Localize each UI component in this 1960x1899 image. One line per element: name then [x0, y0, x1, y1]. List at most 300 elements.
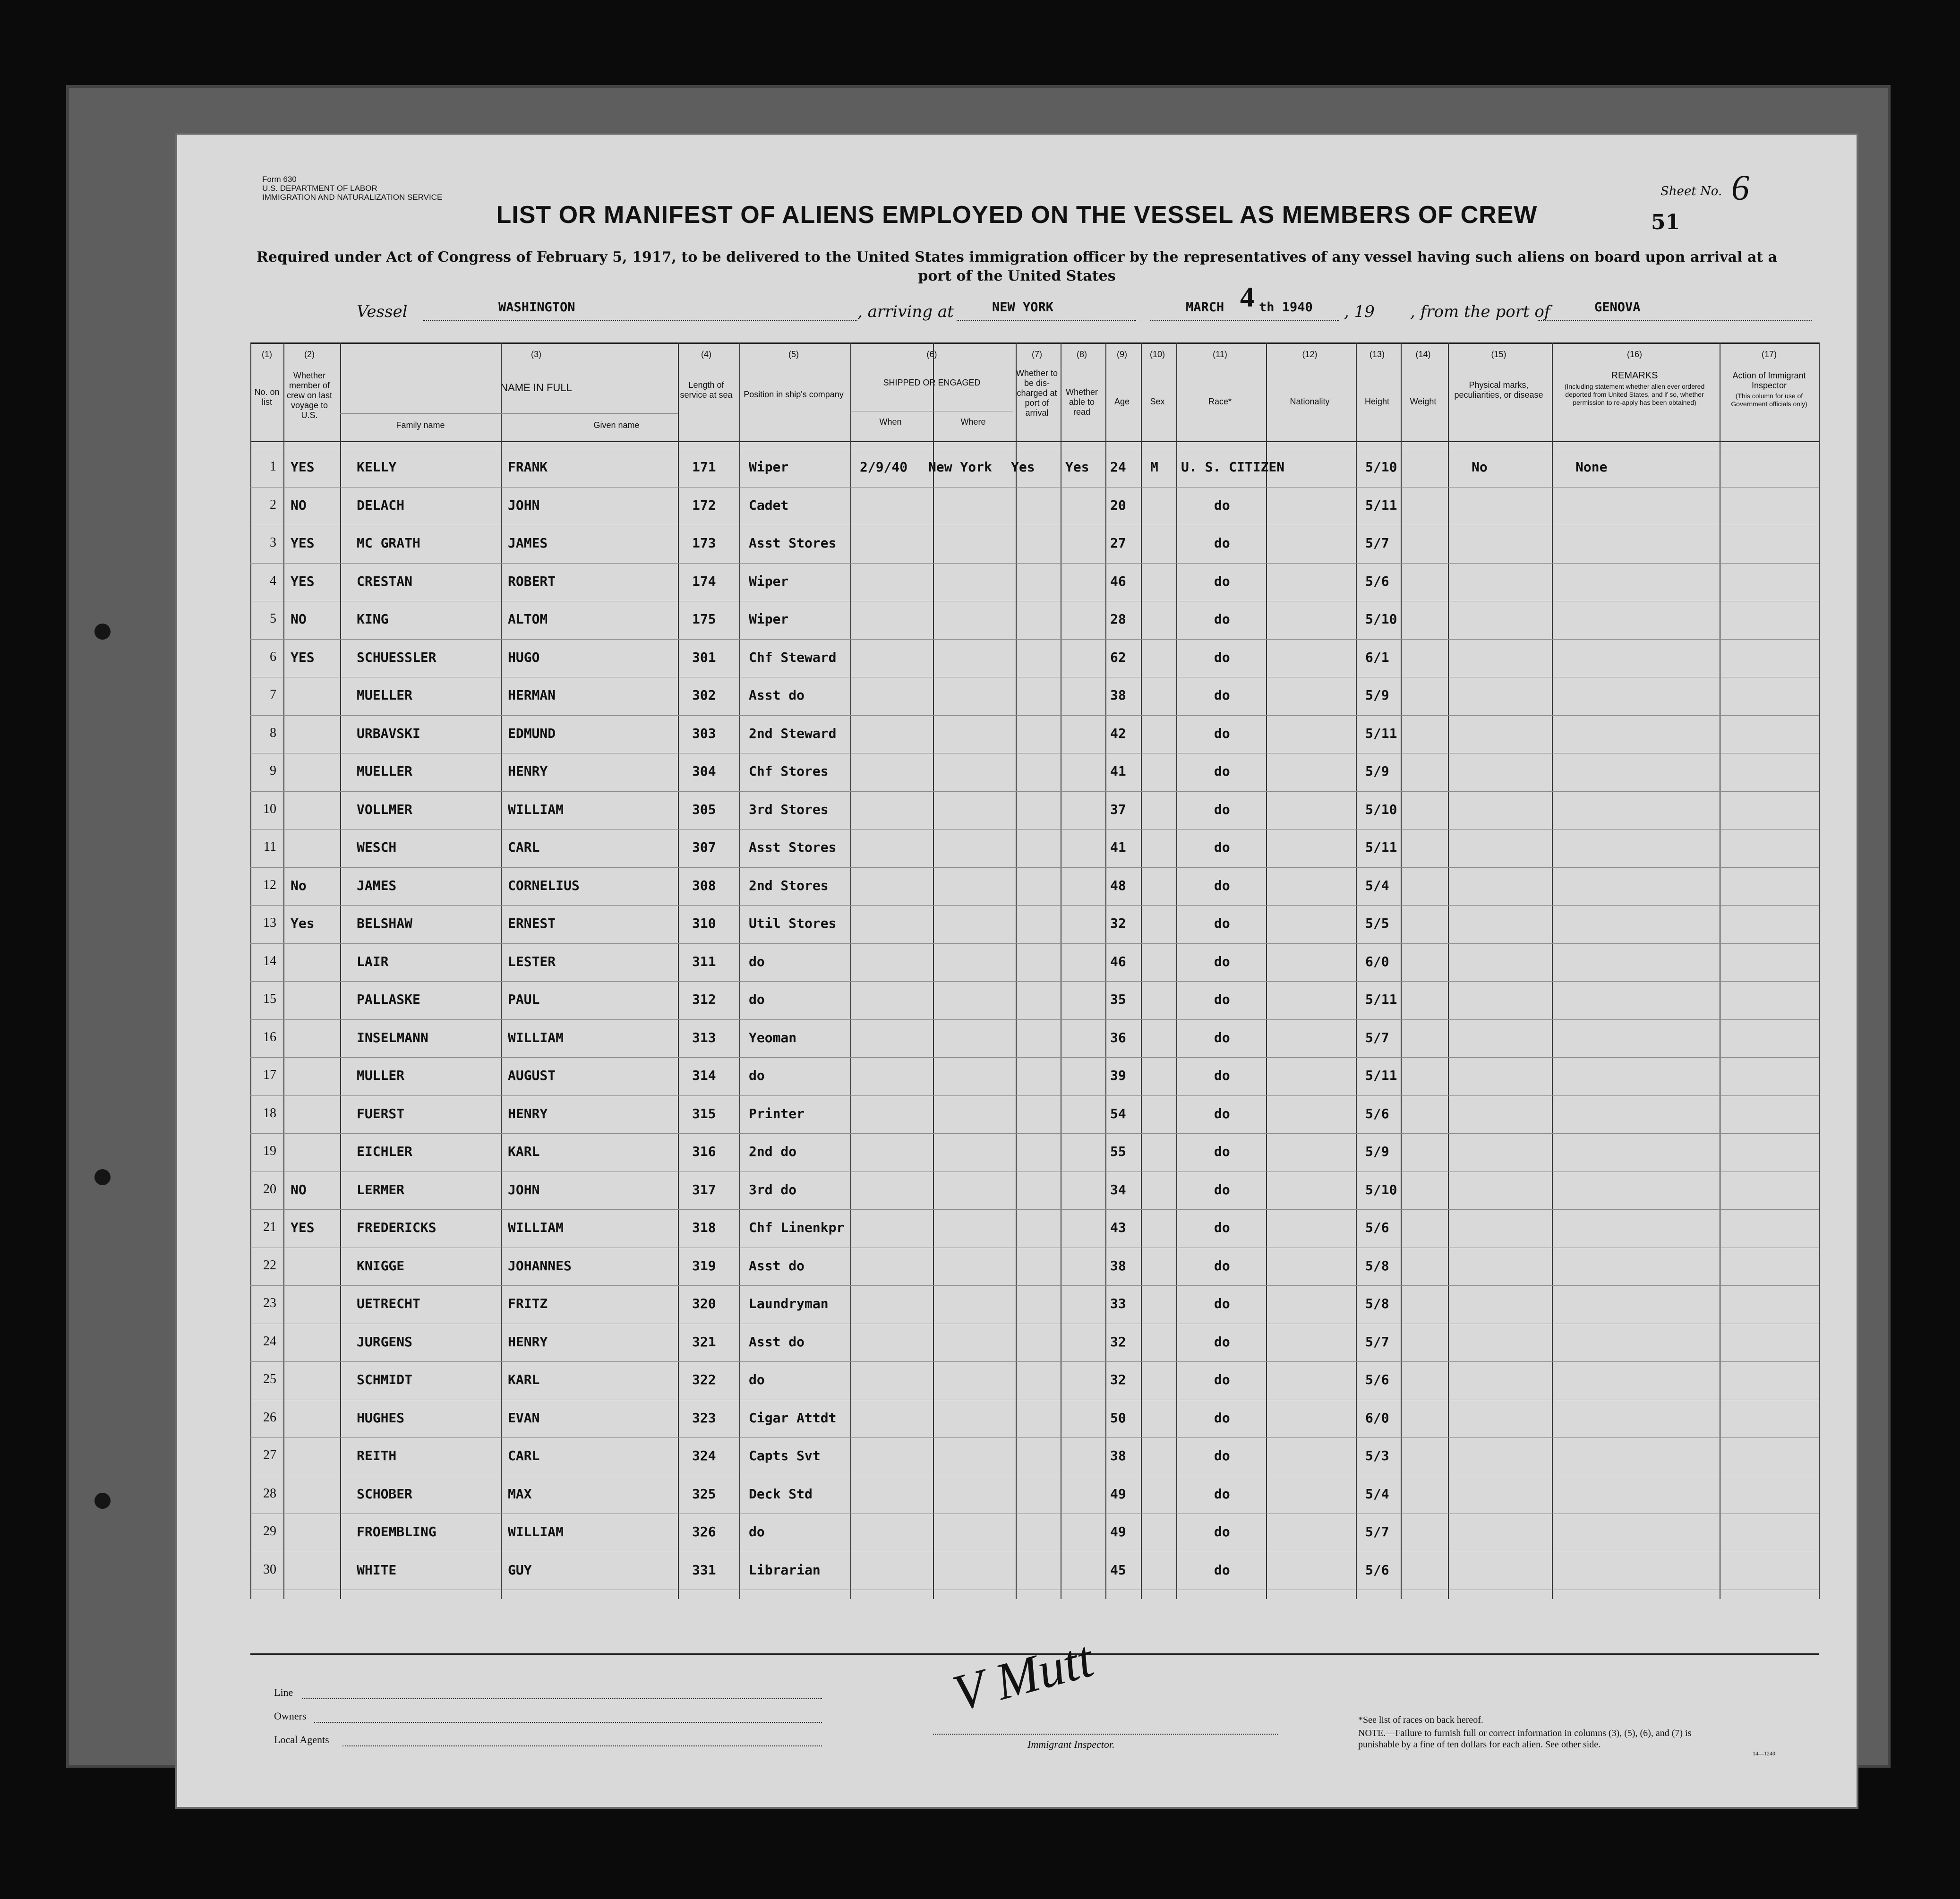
service-length: 173	[692, 535, 716, 551]
row-number: 28	[263, 1486, 276, 1501]
column-rule	[1016, 342, 1017, 1599]
height: 5/9	[1365, 1144, 1389, 1159]
form-header	[262, 175, 442, 202]
column-rule	[1401, 342, 1402, 1599]
age: 34	[1110, 1181, 1126, 1198]
service-length: 301	[692, 649, 716, 665]
given-name: HENRY	[508, 1334, 548, 1350]
row-number: 29	[263, 1524, 276, 1539]
position: Asst do	[749, 1257, 805, 1274]
physical-marks: No	[1472, 459, 1488, 475]
race: do	[1214, 1220, 1230, 1235]
col-header-discharged: Whether to be dis-charged at port of arrival	[1016, 368, 1058, 418]
underline	[314, 1722, 822, 1723]
family-name: CRESTAN	[357, 573, 413, 589]
height: 5/6	[1365, 1220, 1389, 1235]
given-name: ROBERT	[508, 573, 556, 589]
race: do	[1214, 801, 1230, 817]
row-rule	[250, 487, 1819, 488]
race: do	[1214, 1257, 1230, 1274]
family-name: UETRECHT	[357, 1296, 420, 1311]
given-name: CARL	[508, 839, 540, 855]
service-length: 313	[692, 1029, 716, 1045]
race: do	[1214, 1029, 1230, 1045]
shipped-where: New York	[928, 459, 992, 475]
given-name: MAX	[508, 1486, 532, 1502]
family-name: KELLY	[357, 459, 397, 475]
inspector-signature: V Mutt	[947, 1630, 1099, 1722]
race: do	[1214, 1105, 1230, 1121]
race: do	[1214, 877, 1230, 893]
row-number: 9	[270, 763, 276, 778]
service-length: 315	[692, 1105, 716, 1121]
service-length: 322	[692, 1372, 716, 1387]
family-name: HUGHES	[357, 1410, 405, 1426]
race: do	[1214, 1144, 1230, 1159]
given-name: WILLIAM	[508, 1029, 564, 1045]
col-number: (8)	[1077, 350, 1087, 359]
age: 49	[1110, 1486, 1126, 1502]
col-number: (16)	[1626, 350, 1642, 359]
local-agents-label: Local Agents	[274, 1734, 329, 1745]
service-length: 324	[692, 1448, 716, 1463]
position: 2nd Steward	[749, 725, 837, 741]
height: 5/9	[1365, 763, 1389, 779]
crew-status: YES	[291, 649, 315, 665]
underline	[1538, 320, 1812, 321]
age: 54	[1110, 1105, 1126, 1121]
race: do	[1214, 573, 1230, 589]
row-number: 4	[270, 573, 276, 588]
arrival-month: MARCH	[1186, 300, 1224, 315]
col-header-remarks-sub: (Including statement whether alien ever ordered deported from United States, and if so, whether permission to re-apply has been obtained)	[1564, 383, 1705, 406]
age: 28	[1110, 611, 1126, 627]
family-name: URBAVSKI	[357, 725, 420, 741]
col-number: (6)	[926, 350, 937, 359]
row-rule	[250, 943, 1819, 944]
age: 39	[1110, 1068, 1126, 1083]
row-number: 21	[263, 1220, 276, 1234]
given-name: WILLIAM	[508, 801, 564, 817]
height: 5/7	[1365, 1524, 1389, 1540]
column-rule	[1176, 342, 1177, 1599]
age: 37	[1110, 801, 1126, 817]
row-rule	[250, 1361, 1819, 1362]
row-number: 24	[263, 1334, 276, 1349]
age: 32	[1110, 915, 1126, 931]
race: do	[1214, 1486, 1230, 1502]
position: Laundryman	[749, 1296, 829, 1311]
family-name: LAIR	[357, 953, 389, 969]
row-rule	[250, 1019, 1819, 1020]
col-number: (4)	[701, 350, 711, 359]
race: do	[1214, 687, 1230, 703]
family-name: KNIGGE	[357, 1257, 405, 1274]
row-number: 26	[263, 1410, 276, 1425]
height: 5/7	[1365, 1029, 1389, 1045]
row-number: 11	[264, 839, 276, 854]
document-title: LIST OR MANIFEST OF ALIENS EMPLOYED ON THE VESSEL AS MEMBERS OF CREW	[496, 201, 1538, 229]
given-name: KARL	[508, 1144, 540, 1159]
column-rule	[850, 342, 851, 1599]
height: 5/7	[1365, 535, 1389, 551]
height: 5/10	[1365, 459, 1397, 475]
document-subtitle: Required under Act of Congress of February 5, 1917, to be delivered to the United States immigration officer by the representatives of any vessel having such aliens on board upon arrival at a port of the United States	[256, 249, 1778, 284]
age: 41	[1110, 763, 1126, 779]
family-name: REITH	[357, 1448, 397, 1463]
col-header-sex: Sex	[1150, 397, 1165, 406]
crew-status: Yes	[291, 915, 315, 931]
given-name: GUY	[508, 1562, 532, 1578]
family-name: WHITE	[357, 1562, 397, 1578]
family-name: SCHMIDT	[357, 1372, 413, 1387]
given-name: EDMUND	[508, 725, 556, 741]
crew-status: NO	[291, 611, 307, 627]
manifest-page	[177, 135, 1857, 1807]
crew-status: No	[291, 877, 307, 893]
col-number: (15)	[1491, 350, 1506, 359]
family-name: FREDERICKS	[357, 1220, 437, 1235]
service-length: 304	[692, 763, 716, 779]
height: 5/10	[1365, 1181, 1397, 1198]
height: 5/11	[1365, 839, 1397, 855]
given-name: PAUL	[508, 992, 540, 1007]
age: 41	[1110, 839, 1126, 855]
height: 6/0	[1365, 953, 1389, 969]
position: 3rd do	[749, 1181, 797, 1198]
crew-status: YES	[291, 535, 315, 551]
underline	[342, 1745, 822, 1746]
col-header-weight: Weight	[1410, 397, 1437, 406]
row-number: 18	[263, 1105, 276, 1121]
position: Chf Linenkpr	[749, 1220, 845, 1235]
inspector-label: Immigrant Inspector.	[1027, 1738, 1115, 1750]
col-header-nationality: Nationality	[1290, 397, 1330, 406]
height: 5/3	[1365, 1448, 1389, 1463]
age: 35	[1110, 992, 1126, 1007]
races-note: *See list of races on back hereof.	[1358, 1715, 1483, 1725]
given-name: CORNELIUS	[508, 877, 580, 893]
service-length: 312	[692, 992, 716, 1007]
age: 38	[1110, 1448, 1126, 1463]
row-number: 30	[263, 1562, 276, 1577]
col-number: (1)	[262, 350, 272, 359]
line-label: Line	[274, 1686, 293, 1698]
family-name: SCHOBER	[357, 1486, 413, 1502]
position: do	[749, 1372, 765, 1387]
age: 46	[1110, 953, 1126, 969]
service-length: 307	[692, 839, 716, 855]
position: do	[749, 953, 765, 969]
position: do	[749, 1068, 765, 1083]
row-number: 1	[270, 459, 276, 474]
col-number: (17)	[1761, 350, 1777, 359]
height: 5/8	[1365, 1257, 1389, 1274]
row-number: 14	[263, 953, 276, 968]
row-number: 16	[263, 1029, 276, 1044]
given-name: HENRY	[508, 763, 548, 779]
row-number: 8	[270, 725, 276, 740]
column-rule	[1105, 342, 1106, 1599]
col-header-shipped: SHIPPED OR ENGAGED	[883, 378, 981, 387]
given-name: WILLIAM	[508, 1220, 564, 1235]
column-rule	[1141, 342, 1142, 1599]
family-name: JAMES	[357, 877, 397, 893]
family-name: INSELMANN	[357, 1029, 428, 1045]
given-name: HENRY	[508, 1105, 548, 1121]
col-header-when: When	[879, 417, 902, 427]
col-header-family: Family name	[396, 420, 445, 430]
col-header-height: Height	[1364, 397, 1390, 406]
arrival-date-suffix: th 1940	[1259, 300, 1313, 315]
position: 2nd do	[749, 1144, 797, 1159]
position: Cadet	[749, 497, 789, 513]
family-name: FUERST	[357, 1105, 405, 1121]
height: 5/11	[1365, 497, 1397, 513]
height: 5/10	[1365, 611, 1397, 627]
age: 27	[1110, 535, 1126, 551]
age: 50	[1110, 1410, 1126, 1426]
given-name: FRITZ	[508, 1296, 548, 1311]
service-length: 325	[692, 1486, 716, 1502]
row-number: 10	[263, 801, 276, 816]
sex: M	[1150, 459, 1158, 475]
row-number: 3	[270, 535, 276, 550]
given-name: LESTER	[508, 953, 556, 969]
col-header-no: No. on list	[254, 387, 280, 407]
race: do	[1214, 763, 1230, 779]
family-name: MUELLER	[357, 763, 413, 779]
col-header-age: Age	[1114, 397, 1130, 406]
race: do	[1214, 535, 1230, 551]
col-number: (14)	[1415, 350, 1431, 359]
underline	[957, 320, 1136, 321]
given-name: JOHANNES	[508, 1257, 572, 1274]
crew-status: NO	[291, 497, 307, 513]
height: 5/6	[1365, 1562, 1389, 1578]
race: do	[1214, 1410, 1230, 1426]
header-rule	[340, 413, 678, 414]
given-name: JOHN	[508, 497, 540, 513]
col-header-service: Length of service at sea	[680, 380, 733, 400]
race: U. S. CITIZEN	[1181, 459, 1285, 475]
family-name: SCHUESSLER	[357, 649, 437, 665]
col-number: (10)	[1149, 350, 1165, 359]
family-name: WESCH	[357, 839, 397, 855]
column-rule	[250, 342, 251, 1599]
height: 5/5	[1365, 915, 1389, 931]
shipped-when: 2/9/40	[860, 459, 908, 475]
height: 5/6	[1365, 1105, 1389, 1121]
crew-status: YES	[291, 1220, 315, 1235]
col-header-marks: Physical marks, peculiarities, or disease	[1454, 380, 1543, 400]
column-rule	[1266, 342, 1267, 1599]
col-header-race: Race*	[1208, 397, 1232, 406]
sheet-label: Sheet No.	[1660, 184, 1722, 198]
remarks: None	[1575, 459, 1608, 475]
family-name: VOLLMER	[357, 801, 413, 817]
given-name: EVAN	[508, 1410, 540, 1426]
race: do	[1214, 1334, 1230, 1350]
race: do	[1214, 611, 1230, 627]
age: 36	[1110, 1029, 1126, 1045]
age: 32	[1110, 1334, 1126, 1350]
height: 5/8	[1365, 1296, 1389, 1311]
row-rule	[250, 1285, 1819, 1286]
arrival-port: NEW YORK	[992, 300, 1054, 315]
row-rule	[250, 905, 1819, 906]
row-rule	[250, 1057, 1819, 1058]
height: 5/4	[1365, 1486, 1389, 1502]
age: 38	[1110, 687, 1126, 703]
col-header-action-sub: (This column for use of Government officials only)	[1731, 392, 1807, 408]
given-name: JAMES	[508, 535, 548, 551]
arrival-day-handwritten: 4	[1240, 282, 1254, 313]
col-number: (5)	[788, 350, 799, 359]
column-rule	[1819, 342, 1820, 1599]
position: Wiper	[749, 611, 789, 627]
family-name: DELACH	[357, 497, 405, 513]
vessel-name: WASHINGTON	[498, 300, 575, 315]
service-length: 316	[692, 1144, 716, 1159]
row-rule	[250, 829, 1819, 830]
service-length: 305	[692, 801, 716, 817]
age: 24	[1110, 459, 1126, 475]
able-to-read: Yes	[1065, 459, 1089, 475]
given-name: ALTOM	[508, 611, 548, 627]
row-rule	[250, 1095, 1819, 1096]
col-header-position: Position in ship's company	[744, 390, 844, 399]
department-name: U.S. DEPARTMENT OF LABOR	[262, 184, 377, 193]
col-number: (13)	[1369, 350, 1385, 359]
row-rule	[250, 1437, 1819, 1438]
crew-status: YES	[291, 573, 315, 589]
binder-hole	[94, 1493, 111, 1509]
height: 5/6	[1365, 1372, 1389, 1387]
family-name: MULLER	[357, 1068, 405, 1083]
service-length: 318	[692, 1220, 716, 1235]
position: Chf Steward	[749, 649, 837, 665]
service-length: 314	[692, 1068, 716, 1083]
column-rule	[933, 342, 934, 1599]
height: 5/4	[1365, 877, 1389, 893]
race: do	[1214, 1524, 1230, 1540]
race: do	[1214, 1296, 1230, 1311]
service-length: 310	[692, 915, 716, 931]
service-length: 317	[692, 1181, 716, 1198]
position: Asst do	[749, 1334, 805, 1350]
position: do	[749, 992, 765, 1007]
height: 6/0	[1365, 1410, 1389, 1426]
penalty-note: NOTE.—Failure to furnish full or correct information in columns (3), (5), (6), and (7) is punishable by a fine of ten dollars for each alien. See other side.	[1358, 1728, 1692, 1750]
service-name: IMMIGRATION AND NATURALIZATION SERVICE	[262, 193, 443, 202]
binder-hole	[94, 1169, 111, 1185]
height: 5/7	[1365, 1334, 1389, 1350]
column-rule	[739, 342, 740, 1599]
height: 5/11	[1365, 1068, 1397, 1083]
service-length: 319	[692, 1257, 716, 1274]
service-length: 323	[692, 1410, 716, 1426]
binder-hole	[94, 624, 111, 640]
given-name: CARL	[508, 1448, 540, 1463]
service-length: 175	[692, 611, 716, 627]
race: do	[1214, 915, 1230, 931]
position: Asst do	[749, 687, 805, 703]
race: do	[1214, 1372, 1230, 1387]
position: Deck Std	[749, 1486, 813, 1502]
col-header-action: Action of Immigrant Inspector	[1732, 371, 1806, 390]
row-rule	[250, 1209, 1819, 1210]
age: 45	[1110, 1562, 1126, 1578]
family-name: LERMER	[357, 1181, 405, 1198]
age: 49	[1110, 1524, 1126, 1540]
col-number: (11)	[1213, 350, 1227, 359]
form-number: Form 630	[262, 175, 297, 184]
underline	[302, 1698, 822, 1699]
age: 43	[1110, 1220, 1126, 1235]
row-rule	[250, 867, 1819, 868]
position: Librarian	[749, 1562, 821, 1578]
year-label: , 19	[1344, 302, 1375, 321]
row-number: 13	[263, 915, 276, 930]
col-number: (7)	[1032, 350, 1042, 359]
row-rule	[250, 639, 1819, 640]
given-name: JOHN	[508, 1181, 540, 1198]
row-number: 15	[263, 992, 276, 1006]
row-rule	[250, 981, 1819, 982]
position: do	[749, 1524, 765, 1540]
row-number: 20	[263, 1181, 276, 1197]
row-rule	[250, 563, 1819, 564]
row-rule	[250, 791, 1819, 792]
position: 3rd Stores	[749, 801, 829, 817]
age: 42	[1110, 725, 1126, 741]
age: 38	[1110, 1257, 1126, 1274]
row-number: 5	[270, 611, 276, 626]
row-number: 19	[263, 1144, 276, 1158]
family-name: MC GRATH	[357, 535, 420, 551]
column-rule	[1552, 342, 1553, 1599]
family-name: JURGENS	[357, 1334, 413, 1350]
service-length: 172	[692, 497, 716, 513]
given-name: KARL	[508, 1372, 540, 1387]
col-header-name: NAME IN FULL	[500, 382, 572, 393]
age: 62	[1110, 649, 1126, 665]
race: do	[1214, 839, 1230, 855]
arriving-label: , arriving at	[857, 302, 954, 321]
col-header-read: Whether able to read	[1065, 387, 1098, 417]
position: Chf Stores	[749, 763, 829, 779]
position: Wiper	[749, 459, 789, 475]
family-name: EICHLER	[357, 1144, 413, 1159]
underline	[1150, 320, 1339, 321]
position: Util Stores	[749, 915, 837, 931]
service-length: 302	[692, 687, 716, 703]
col-number: (9)	[1117, 350, 1127, 359]
race: do	[1214, 1448, 1230, 1463]
service-length: 331	[692, 1562, 716, 1578]
row-number: 7	[270, 687, 276, 702]
given-name: HUGO	[508, 649, 540, 665]
row-number: 27	[263, 1448, 276, 1463]
service-length: 321	[692, 1334, 716, 1350]
col-header-given: Given name	[593, 420, 640, 430]
service-length: 174	[692, 573, 716, 589]
age: 48	[1110, 877, 1126, 893]
vessel-label: Vessel	[357, 302, 408, 321]
page-number: 51	[1651, 210, 1680, 234]
row-number: 6	[270, 649, 276, 664]
